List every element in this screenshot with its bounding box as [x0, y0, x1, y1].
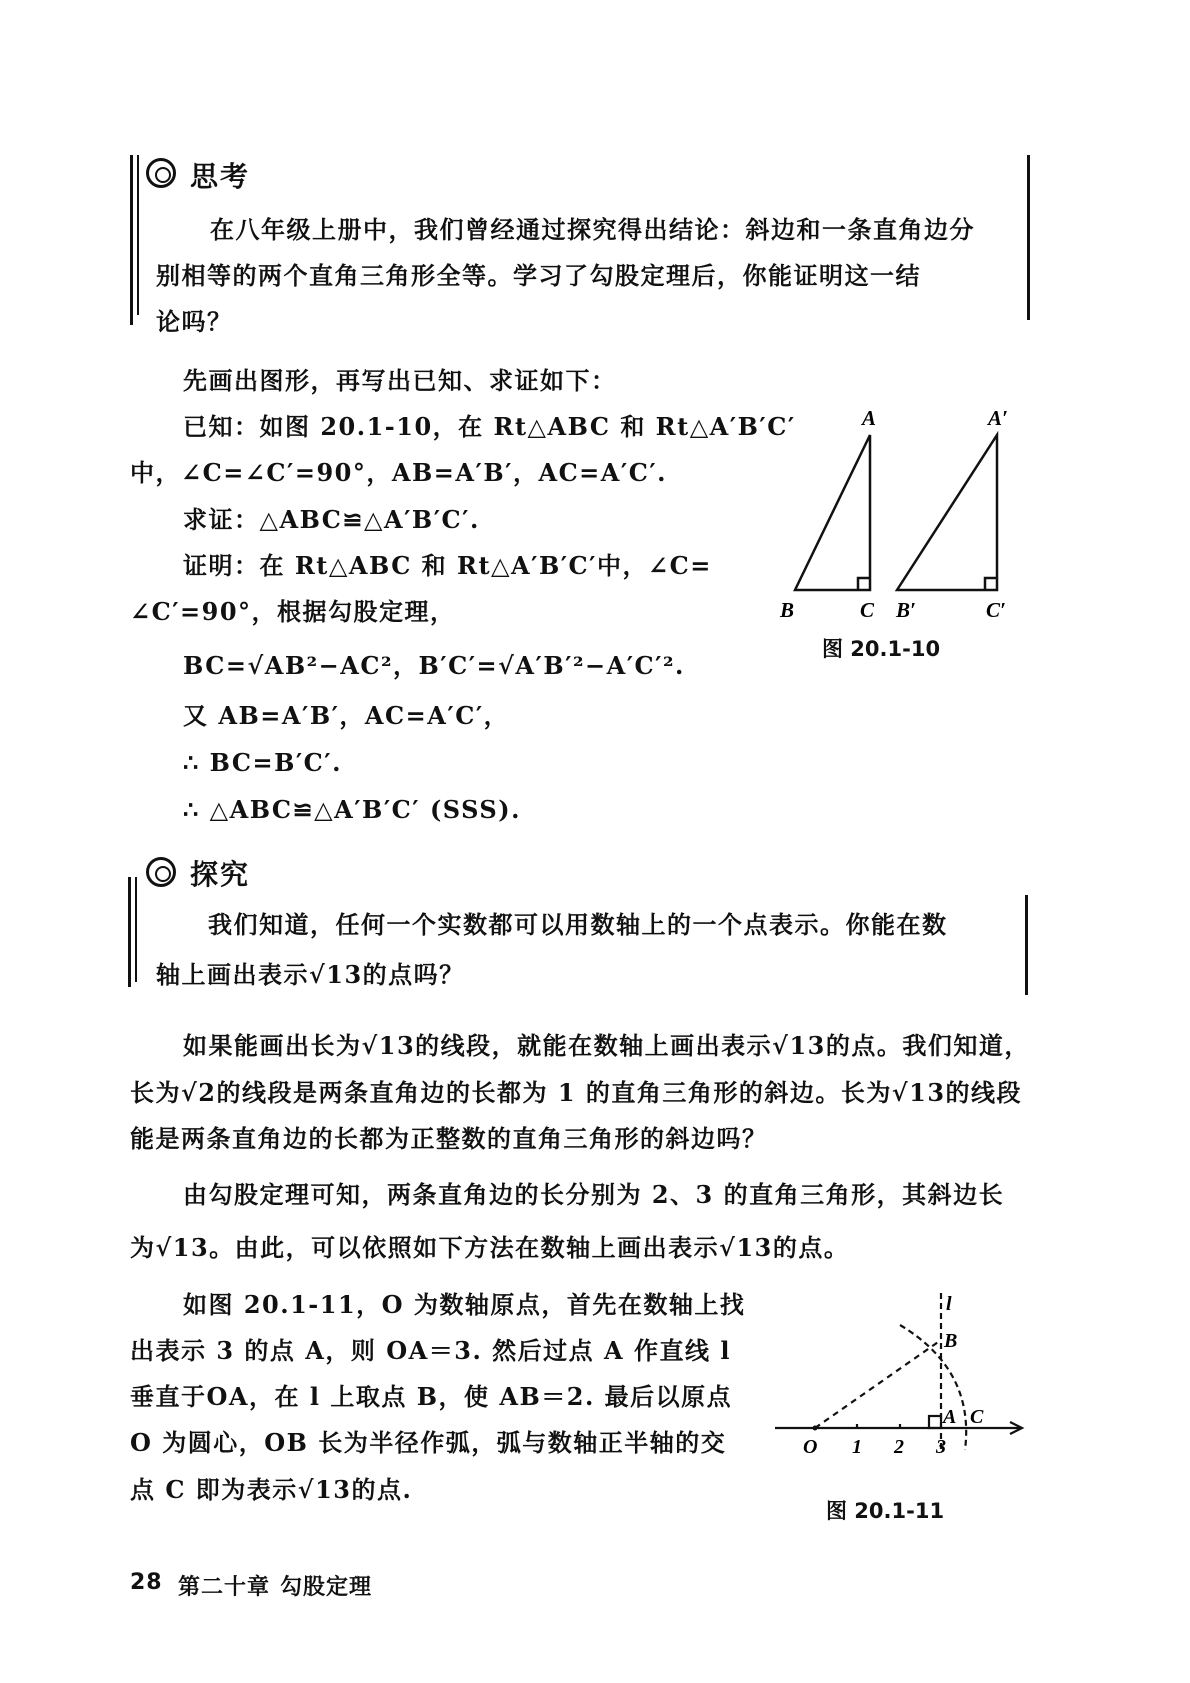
point-o: [813, 1426, 818, 1431]
triangle-a-prime: [897, 435, 997, 590]
explore-right-bar: [1025, 895, 1028, 995]
method-line-4: O 为圆心，OB 长为半径作弧，弧与数轴正半轴的交: [130, 1428, 727, 1457]
label-c-point: C: [970, 1406, 984, 1428]
think-right-bar: [1027, 155, 1030, 320]
explore-line-2: 轴上画出表示√13的点吗？: [156, 960, 465, 989]
label-a-prime: A′: [988, 406, 1008, 430]
figure-20-1-10-caption: 图 20.1-10: [822, 637, 941, 661]
method-line-5: 点 C 即为表示√13的点.: [130, 1475, 413, 1504]
label-a: A: [862, 406, 877, 430]
proof-step-2: ∠C′=90°，根据勾股定理，: [130, 597, 456, 626]
think-left-bar-inner: [137, 155, 139, 315]
body-line-5: 为√13。由此，可以依照如下方法在数轴上画出表示√13的点。: [130, 1233, 850, 1262]
explore-title: 探究: [190, 858, 251, 891]
label-b-prime: B′: [896, 598, 916, 622]
label-c-prime: C′: [986, 598, 1006, 622]
body-line-1: 如果能画出长为√13的线段，就能在数轴上画出表示√13的点。我们知道，: [183, 1031, 1030, 1060]
think-line-3: 论吗？: [156, 307, 233, 336]
think-title: 思考: [190, 160, 251, 193]
body-line-3: 能是两条直角边的长都为正整数的直角三角形的斜边吗？: [130, 1124, 768, 1153]
method-line-3: 垂直于OA，在 l 上取点 B，使 AB＝2. 最后以原点: [130, 1382, 733, 1411]
think-left-bar: [130, 155, 133, 325]
method-line-2: 出表示 3 的点 A，则 OA＝3. 然后过点 A 作直线 l: [130, 1336, 731, 1365]
explore-line-1: 我们知道，任何一个实数都可以用数轴上的一个点表示。你能在数: [208, 910, 948, 939]
page-number: 28: [130, 1570, 163, 1595]
explore-left-bar: [128, 877, 131, 987]
label-3: 3: [936, 1436, 946, 1458]
think-line-2: 别相等的两个直角三角形全等。学习了勾股定理后，你能证明这一结: [156, 261, 921, 290]
method-line-1: 如图 20.1-11，O 为数轴原点，首先在数轴上找: [183, 1290, 746, 1319]
proof-formula: BC=√AB²−AC²，B′C′=√A′B′²−A′C′².: [183, 651, 685, 680]
proof-given-2: 中，∠C=∠C′=90°，AB=A′B′，AC=A′C′.: [130, 458, 668, 487]
right-angle-a: [929, 1416, 941, 1428]
think-line-1: 在八年级上册中，我们曾经通过探究得出结论：斜边和一条直角边分: [210, 215, 975, 244]
label-o: O: [803, 1436, 818, 1458]
right-angle-c-prime: [985, 578, 997, 590]
label-2: 2: [894, 1436, 904, 1458]
body-line-2: 长为√2的线段是两条直角边的长都为 1 的直角三角形的斜边。长为√13的线段: [130, 1078, 1023, 1107]
explore-icon: [146, 857, 176, 887]
right-angle-c: [858, 578, 870, 590]
label-l: l: [946, 1293, 952, 1315]
proof-prove: 求证：△ABC≌△A′B′C′.: [183, 505, 480, 534]
proof-therefore-1: ∴ BC=B′C′.: [183, 748, 342, 777]
proof-intro: 先画出图形，再写出已知、求证如下：: [183, 366, 617, 395]
proof-also: 又 AB=A′B′，AC=A′C′，: [183, 701, 510, 730]
proof-given-1: 已知：如图 20.1-10，在 Rt△ABC 和 Rt△A′B′C′: [183, 412, 796, 441]
chapter-title: 勾股定理: [280, 1575, 373, 1600]
explore-left-bar-inner: [135, 877, 137, 982]
triangle-abc: [795, 435, 870, 590]
figure-20-1-10: [760, 400, 1040, 630]
proof-therefore-2: ∴ △ABC≌△A′B′C′ (SSS).: [183, 795, 521, 824]
label-c: C: [860, 598, 875, 622]
segment-ob: [815, 1340, 941, 1428]
think-icon: [146, 158, 176, 188]
label-a-point: A: [943, 1406, 957, 1428]
figure-20-1-11: [770, 1285, 1040, 1485]
label-b: B: [780, 598, 795, 622]
figure-20-1-11-caption: 图 20.1-11: [826, 1499, 945, 1523]
proof-step-1: 证明：在 Rt△ABC 和 Rt△A′B′C′中，∠C=: [183, 551, 712, 580]
label-1: 1: [852, 1436, 862, 1458]
label-b-point: B: [944, 1330, 958, 1352]
body-line-4: 由勾股定理可知，两条直角边的长分别为 2、3 的直角三角形，其斜边长: [183, 1180, 1005, 1209]
chapter-label: 第二十章: [178, 1575, 271, 1600]
